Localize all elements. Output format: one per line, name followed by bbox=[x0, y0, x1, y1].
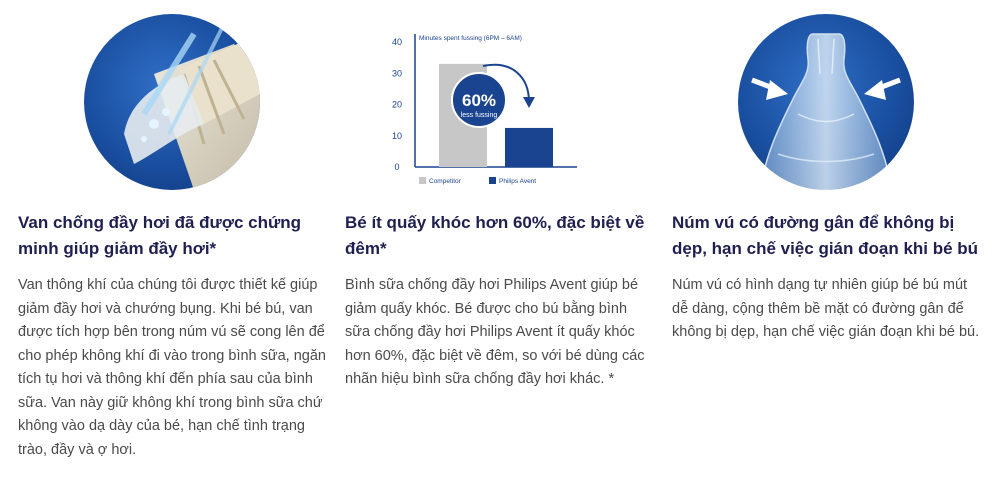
feature-ribbed-nipple bbox=[672, 0, 982, 340]
valve-image bbox=[84, 14, 260, 190]
nipple-image bbox=[738, 14, 914, 190]
nipple-graphic bbox=[738, 14, 914, 190]
annotation-arrowhead bbox=[523, 97, 535, 108]
feature-less-fussing bbox=[345, 0, 655, 387]
nipple-illustration bbox=[672, 0, 982, 200]
legend-swatch-philips bbox=[489, 177, 496, 184]
left-arrow-icon bbox=[752, 80, 788, 100]
legend-label-competitor: Competitor bbox=[429, 178, 461, 185]
y-tick-label: 40 bbox=[391, 37, 403, 47]
bottle-valve-graphic bbox=[84, 14, 260, 190]
chart-title: Minutes spent fussing (6PM – 6AM) bbox=[419, 35, 522, 42]
annotation-value: 60% bbox=[461, 91, 497, 110]
y-tick-label: 30 bbox=[391, 68, 403, 79]
y-tick-label: 0 bbox=[394, 162, 400, 172]
fussing-chart bbox=[345, 0, 655, 200]
y-tick-label: 10 bbox=[391, 130, 403, 141]
bar-chart bbox=[387, 22, 607, 192]
legend-swatch-competitor bbox=[419, 177, 426, 184]
legend-label-philips: Philips Avent bbox=[499, 178, 537, 185]
feature-title: Van chống đầy hơi đã được chứng minh giúp giảm đầy hơi* bbox=[18, 213, 302, 258]
valve-illustration bbox=[18, 0, 328, 200]
feature-description: Núm vú có hình dạng tự nhiên giúp bé bú mút dễ dàng, cộng thêm bề mặt có đường gân để không bị dẹp, hạn chế việc gián đoạn khi bé bú. bbox=[672, 277, 980, 340]
right-arrow-icon bbox=[864, 80, 900, 100]
feature-title: Bé ít quấy khóc hơn 60%, đặc biệt về đêm* bbox=[345, 213, 645, 258]
feature-description: Bình sữa chống đầy hơi Philips Avent giúp bé giảm quấy khóc. Bé được cho bú bằng bình sữa chống đầy hơi Philips Avent ít quấy khóc hơn 60%, đặc biệt về đêm, so với bé dùng các nhãn hiệu bình sữa chống đầy hơi khác. * bbox=[345, 277, 645, 387]
y-tick-label: 20 bbox=[391, 99, 403, 110]
annotation-text: less fussing bbox=[460, 112, 498, 119]
feature-description: Van thông khí của chúng tôi được thiết kế giúp giảm đầy hơi và chướng bụng. Khi bé bú, van được tích hợp bên trong núm vú sẽ cong lên để cho phép không khí đi vào trong bình sữa, ngăn tích tụ hơi và thông khí đến phía sau của bình sữa. Van này giữ không khí trong bình sữa chứ không vào dạ dày của bé, hạn chế tình trạng trào, đầy và ợ hơi. bbox=[18, 277, 326, 458]
bar-philips-avent bbox=[505, 128, 553, 167]
feature-anti-colic-valve bbox=[18, 0, 328, 458]
feature-title: Núm vú có đường gân để không bị dẹp, hạn chế việc gián đoạn khi bé bú bbox=[672, 213, 979, 258]
